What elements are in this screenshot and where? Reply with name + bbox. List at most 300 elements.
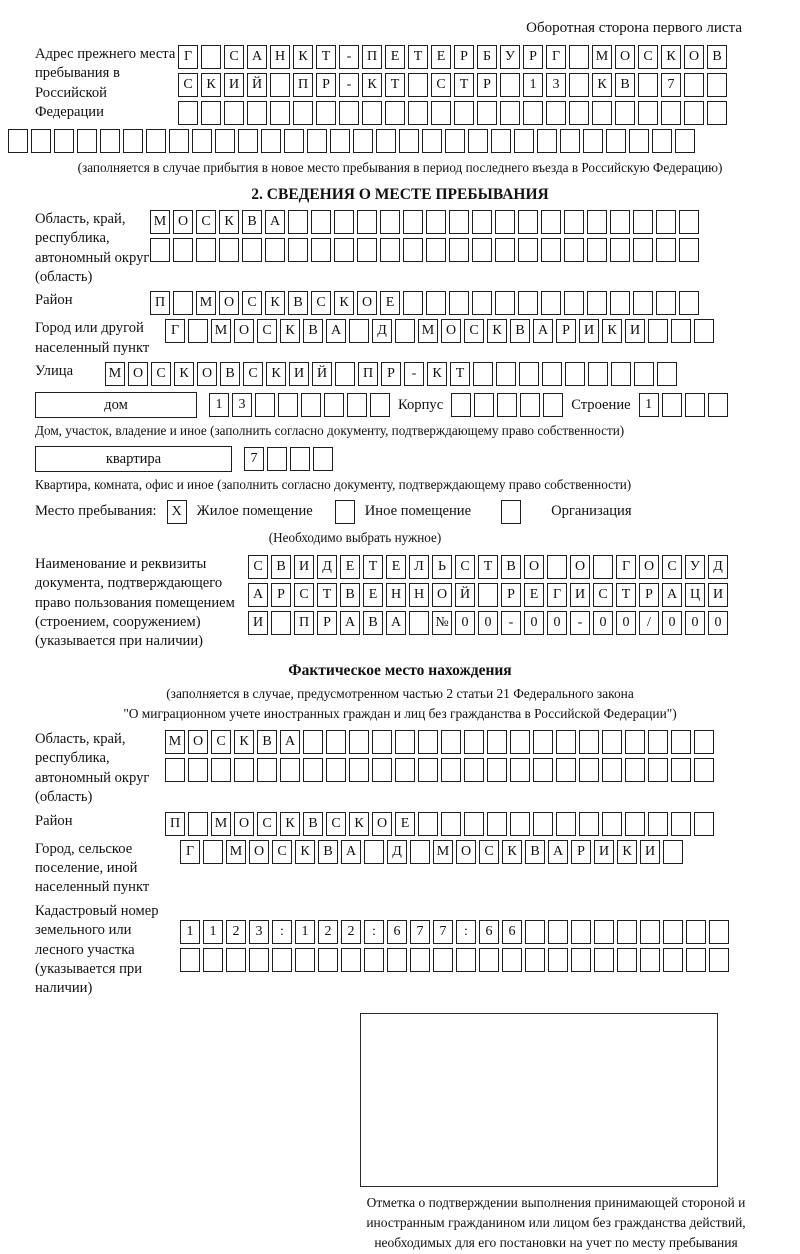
char-box [610, 238, 630, 262]
char-box: А [662, 583, 682, 607]
char-box [500, 101, 520, 125]
stamp-box [360, 1013, 718, 1187]
char-box [418, 812, 438, 836]
char-box [403, 210, 423, 234]
char-box [449, 238, 469, 262]
char-box: И [640, 840, 660, 864]
char-box: Е [395, 812, 415, 836]
char-box: 0 [685, 611, 705, 635]
char-box [514, 129, 534, 153]
char-box: О [639, 555, 659, 579]
char-box [267, 447, 287, 471]
char-box: Р [477, 73, 497, 97]
char-box: Л [409, 555, 429, 579]
char-box [694, 812, 714, 836]
char-box [334, 210, 354, 234]
char-box [313, 447, 333, 471]
char-box [339, 101, 359, 125]
char-box [708, 393, 728, 417]
field-apartment [35, 446, 800, 472]
char-box [395, 758, 415, 782]
char-box: И [289, 362, 309, 386]
char-box [694, 758, 714, 782]
char-box: К [234, 730, 254, 754]
char-box: К [293, 45, 313, 69]
char-box: В [501, 555, 521, 579]
char-box: С [272, 840, 292, 864]
char-box [587, 291, 607, 315]
char-box: С [257, 319, 277, 343]
char-box: А [533, 319, 553, 343]
char-box [284, 129, 304, 153]
char-box: М [592, 45, 612, 69]
char-box [656, 291, 676, 315]
char-box [347, 393, 367, 417]
field-actual-region [35, 730, 800, 808]
char-box[interactable]: X [167, 500, 187, 524]
char-box [523, 101, 543, 125]
stay-type-label: Место пребывания: [35, 503, 157, 520]
char-box [422, 129, 442, 153]
char-box [324, 393, 344, 417]
char-box: М [150, 210, 170, 234]
char-box [560, 129, 580, 153]
char-box: К [295, 840, 315, 864]
char-box [303, 758, 323, 782]
char-box: С [431, 73, 451, 97]
char-box [399, 129, 419, 153]
char-box [565, 362, 585, 386]
char-box [150, 238, 170, 262]
char-box: Р [381, 362, 401, 386]
char-box [569, 45, 589, 69]
document-row-2 [248, 583, 728, 607]
char-box [261, 129, 281, 153]
char-box: И [579, 319, 599, 343]
char-box [326, 758, 346, 782]
char-box: 2 [341, 920, 361, 944]
char-box [165, 758, 185, 782]
char-box: А [341, 840, 361, 864]
region-row-2 [150, 238, 699, 262]
document-row-3 [248, 611, 728, 635]
char-box [663, 920, 683, 944]
char-box [472, 210, 492, 234]
char-box: Т [316, 45, 336, 69]
char-box [487, 812, 507, 836]
char-box [587, 210, 607, 234]
char-box: К [487, 319, 507, 343]
char-box [638, 73, 658, 97]
char-box [449, 291, 469, 315]
char-box: М [196, 291, 216, 315]
char-box: С [311, 291, 331, 315]
char-box [318, 948, 338, 972]
char-box: Р [316, 73, 336, 97]
char-box [387, 948, 407, 972]
char-box: К [280, 812, 300, 836]
char-box [694, 730, 714, 754]
char-box [583, 129, 603, 153]
char-box: В [615, 73, 635, 97]
char-box: С [211, 730, 231, 754]
char-box [353, 129, 373, 153]
field-stay-type [35, 500, 800, 524]
char-box: П [294, 611, 314, 635]
char-box [247, 101, 267, 125]
char-box: С [455, 555, 475, 579]
char-box: С [257, 812, 277, 836]
korpus-row [451, 393, 563, 417]
char-box [307, 129, 327, 153]
char-box [663, 948, 683, 972]
char-box: Е [524, 583, 544, 607]
stay-option-organization-label: Организация [551, 503, 632, 520]
char-box: Е [363, 583, 383, 607]
char-box [293, 101, 313, 125]
stay-option-other-checkbox[interactable] [335, 500, 355, 524]
char-box: Г [547, 583, 567, 607]
char-box [341, 948, 361, 972]
char-box: В [363, 611, 383, 635]
section2-title: 2. СВЕДЕНИЯ О МЕСТЕ ПРЕБЫВАНИЯ [251, 185, 549, 203]
city-label: Город или другой населенный пункт [35, 320, 150, 356]
char-box: : [272, 920, 292, 944]
char-box [625, 730, 645, 754]
char-box: Р [501, 583, 521, 607]
char-box: П [293, 73, 313, 97]
char-box [592, 101, 612, 125]
char-box [684, 101, 704, 125]
char-box [255, 393, 275, 417]
char-box [418, 758, 438, 782]
char-box [180, 948, 200, 972]
char-box [663, 840, 683, 864]
char-box: К [280, 319, 300, 343]
char-box [409, 611, 429, 635]
stay-type-note: (Необходимо выбрать нужное) [268, 529, 442, 545]
field-city [35, 319, 800, 358]
char-box [426, 238, 446, 262]
char-box: 0 [662, 611, 682, 635]
char-box [408, 73, 428, 97]
char-box [271, 611, 291, 635]
char-box: С [224, 45, 244, 69]
char-box [541, 291, 561, 315]
char-box [510, 758, 530, 782]
char-box: 3 [232, 393, 252, 417]
apartment-type-box: квартира [35, 446, 232, 472]
char-box [502, 948, 522, 972]
char-box: 3 [249, 920, 269, 944]
char-box [656, 238, 676, 262]
page-side-note: Оборотная сторона первого листа [526, 20, 742, 36]
char-box [588, 362, 608, 386]
field-cadastre [35, 902, 800, 999]
char-box: П [358, 362, 378, 386]
char-box [571, 948, 591, 972]
actual-city-label: Город, сельское поселение, иной населенный пункт [35, 840, 150, 896]
char-box [169, 129, 189, 153]
char-box [548, 948, 568, 972]
char-box [290, 447, 310, 471]
char-box: 1 [523, 73, 543, 97]
char-box [633, 238, 653, 262]
char-box [694, 319, 714, 343]
char-box [533, 812, 553, 836]
field-street [35, 362, 800, 386]
char-box [449, 210, 469, 234]
char-box [606, 129, 626, 153]
char-box [8, 129, 28, 153]
char-box [537, 129, 557, 153]
char-box [403, 238, 423, 262]
char-box: К [349, 812, 369, 836]
char-box: В [303, 812, 323, 836]
char-box: 0 [455, 611, 475, 635]
char-box [671, 758, 691, 782]
char-box [633, 210, 653, 234]
char-box: С [178, 73, 198, 97]
field-document [35, 555, 800, 652]
char-box [629, 129, 649, 153]
char-box [265, 238, 285, 262]
char-box: Д [708, 555, 728, 579]
char-box: С [464, 319, 484, 343]
char-box [625, 812, 645, 836]
char-box: В [510, 319, 530, 343]
char-box: М [226, 840, 246, 864]
char-box: И [248, 611, 268, 635]
char-box: С [151, 362, 171, 386]
char-box: К [602, 319, 622, 343]
char-box: О [357, 291, 377, 315]
char-box [543, 393, 563, 417]
char-box [602, 758, 622, 782]
char-box [634, 362, 654, 386]
stay-option-organization-checkbox[interactable] [501, 500, 521, 524]
char-box [372, 730, 392, 754]
char-box: Е [431, 45, 451, 69]
char-box: Т [408, 45, 428, 69]
char-box [510, 812, 530, 836]
char-box [487, 730, 507, 754]
char-box [617, 920, 637, 944]
char-box: 0 [593, 611, 613, 635]
char-box: О [249, 840, 269, 864]
char-box [579, 812, 599, 836]
actual-district-row [165, 812, 714, 836]
char-box [593, 555, 613, 579]
field-actual-city [35, 840, 800, 898]
char-box: Т [450, 362, 470, 386]
char-box: Р [317, 611, 337, 635]
char-box: 7 [244, 447, 264, 471]
char-box [349, 730, 369, 754]
char-box: Н [386, 583, 406, 607]
char-box: 1 [639, 393, 659, 417]
char-box: Б [477, 45, 497, 69]
char-box[interactable] [501, 500, 521, 524]
char-box [468, 129, 488, 153]
char-box: К [427, 362, 447, 386]
char-box: О [219, 291, 239, 315]
char-box [569, 101, 589, 125]
field-region [35, 210, 800, 288]
char-box: Р [571, 840, 591, 864]
char-box [546, 101, 566, 125]
char-box: А [326, 319, 346, 343]
char-box: Р [454, 45, 474, 69]
char-box [556, 730, 576, 754]
char-box: Н [270, 45, 290, 69]
char-box: Й [455, 583, 475, 607]
char-box: - [501, 611, 521, 635]
char-box: : [364, 920, 384, 944]
char-box: В [257, 730, 277, 754]
char-box [364, 948, 384, 972]
char-box [272, 948, 292, 972]
char-box: - [339, 45, 359, 69]
char-box [326, 730, 346, 754]
char-box: И [625, 319, 645, 343]
char-box [357, 238, 377, 262]
stay-option-other-label: Иное помещение [364, 503, 472, 520]
prev-address-row-3 [178, 101, 727, 125]
char-box [709, 920, 729, 944]
char-box: 6 [387, 920, 407, 944]
document-row-1 [248, 555, 728, 579]
char-box: Ц [685, 583, 705, 607]
char-box [594, 920, 614, 944]
char-box [587, 238, 607, 262]
char-box [547, 555, 567, 579]
char-box: 6 [479, 920, 499, 944]
char-box: В [271, 555, 291, 579]
char-box: Н [409, 583, 429, 607]
char-box [403, 291, 423, 315]
char-box: 2 [226, 920, 246, 944]
char-box [31, 129, 51, 153]
char-box: 1 [180, 920, 200, 944]
char-box: О [432, 583, 452, 607]
cadastre-label: Кадастровый номер земельного или лесного участка (указывается при наличии) [35, 902, 159, 997]
char-box [556, 812, 576, 836]
char-box [495, 210, 515, 234]
char-box: О [441, 319, 461, 343]
char-box: А [280, 730, 300, 754]
char-box: Е [386, 555, 406, 579]
char-box [579, 758, 599, 782]
document-label: Наименование и реквизиты документа, подтверждающего право пользования помещением (строением, сооружением) (указывается при наличии) [35, 555, 235, 650]
char-box [648, 758, 668, 782]
char-box [638, 101, 658, 125]
char-box [408, 101, 428, 125]
char-box: Д [317, 555, 337, 579]
char-box [611, 362, 631, 386]
char-box [385, 101, 405, 125]
char-box [295, 948, 315, 972]
char-box: В [242, 210, 262, 234]
char-box: Е [385, 45, 405, 69]
char-box [541, 238, 561, 262]
char-box [173, 238, 193, 262]
char-box[interactable] [335, 500, 355, 524]
char-box [679, 210, 699, 234]
char-box [633, 291, 653, 315]
char-box [54, 129, 74, 153]
char-box [564, 210, 584, 234]
district-label: Район [35, 292, 73, 309]
char-box [662, 393, 682, 417]
char-box [203, 948, 223, 972]
char-box: К [362, 73, 382, 97]
char-box [188, 812, 208, 836]
char-box [188, 319, 208, 343]
char-box: С [662, 555, 682, 579]
char-box [707, 101, 727, 125]
char-box: С [294, 583, 314, 607]
char-box: С [479, 840, 499, 864]
char-box: О [128, 362, 148, 386]
char-box [625, 758, 645, 782]
char-box: И [594, 840, 614, 864]
char-box [226, 948, 246, 972]
char-box [410, 948, 430, 972]
char-box [203, 840, 223, 864]
char-box [426, 291, 446, 315]
char-box [330, 129, 350, 153]
char-box: А [386, 611, 406, 635]
char-box [249, 948, 269, 972]
char-box: А [340, 611, 360, 635]
field-prev-address [35, 45, 800, 125]
char-box [518, 210, 538, 234]
char-box: К [334, 291, 354, 315]
char-box [661, 101, 681, 125]
char-box [548, 920, 568, 944]
char-box: О [570, 555, 590, 579]
char-box [474, 393, 494, 417]
char-box [418, 730, 438, 754]
char-box [451, 393, 471, 417]
char-box: - [404, 362, 424, 386]
form-page [0, 20, 800, 1251]
char-box [671, 730, 691, 754]
char-box [410, 840, 430, 864]
char-box [257, 758, 277, 782]
region-row-1 [150, 210, 699, 234]
char-box [610, 291, 630, 315]
char-box [357, 210, 377, 234]
char-box [362, 101, 382, 125]
char-box [656, 210, 676, 234]
char-box: В [288, 291, 308, 315]
char-box: 7 [433, 920, 453, 944]
char-box: И [294, 555, 314, 579]
char-box: К [174, 362, 194, 386]
char-box [533, 730, 553, 754]
char-box [679, 238, 699, 262]
char-box: А [548, 840, 568, 864]
char-box [192, 129, 212, 153]
char-box: К [219, 210, 239, 234]
char-box: - [339, 73, 359, 97]
stay-option-residential-checkbox[interactable] [167, 500, 187, 524]
char-box [533, 758, 553, 782]
char-box [372, 758, 392, 782]
char-box [518, 238, 538, 262]
